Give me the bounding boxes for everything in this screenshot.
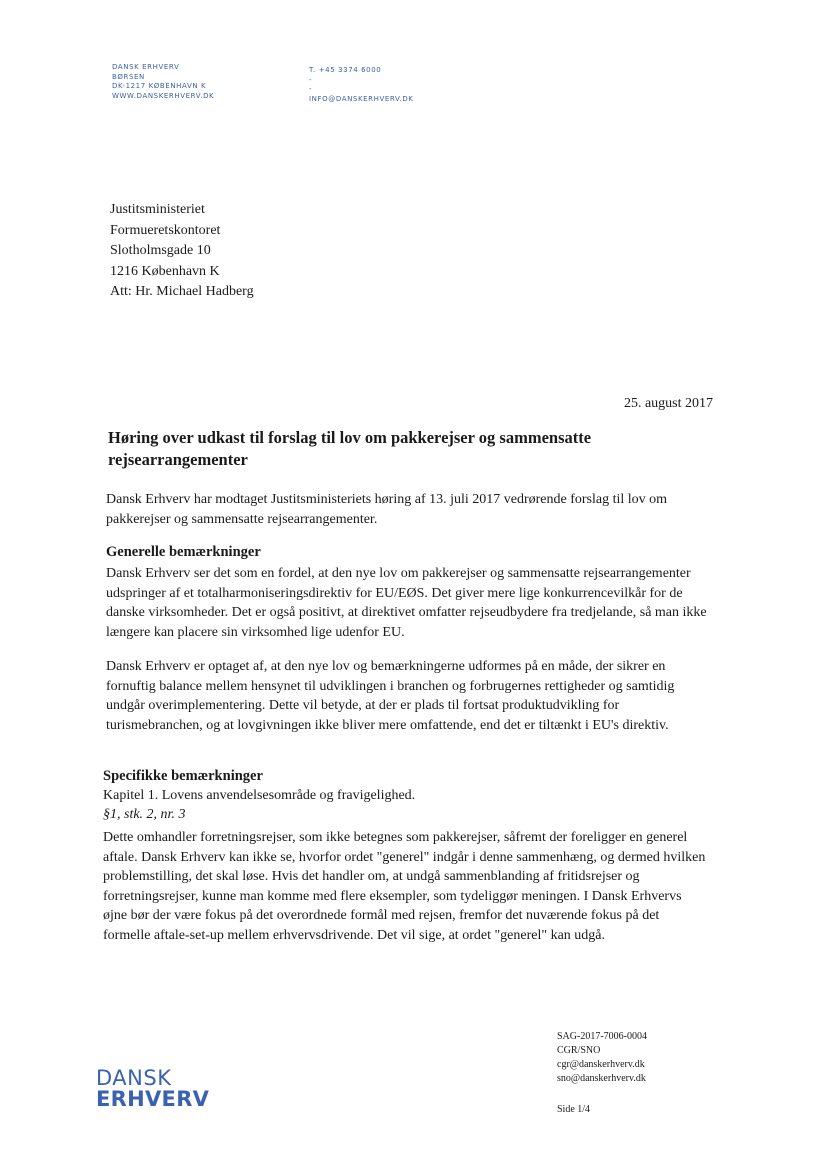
- logo-line-1: DANSK: [96, 1066, 172, 1090]
- sender-web-link[interactable]: WWW.DANSKERHVERV.DK: [112, 91, 215, 100]
- recipient-line: Justitsministeriet: [110, 202, 205, 217]
- sender-dash-1: -: [309, 75, 313, 84]
- recipient-attention: Att: Hr. Michael Hadberg: [110, 284, 254, 299]
- logo-line-2: ERHVERV: [96, 1087, 210, 1111]
- sender-email-link[interactable]: INFO@DANSKERHVERV.DK: [309, 94, 414, 103]
- sender-building: BØRSEN: [112, 72, 145, 81]
- contact-email-1[interactable]: cgr@danskerhverv.dk: [557, 1059, 645, 1070]
- recipient-line: Slotholmsgade 10: [110, 243, 211, 258]
- recipient-line: Formueretskontoret: [110, 222, 221, 238]
- recipient-address: [110, 200, 254, 303]
- letter-title: Høring over udkast til forslag til lov om pakkerejser og sammensatte rejsearrangementer: [108, 428, 592, 469]
- letter-date: 25. august 2017: [623, 396, 713, 411]
- general-paragraph-2: Dansk Erhverv er optaget af, at den nye lov og bemærkningerne udformes på en måde, der sikrer en fornuftig balance mellem hensynet til udviklingen i branchen og forbrugernes rettigheder og samtidig undgår overimplementering. Dette vil betyde, at der er plads til fortsat produktudvikling for turismebranchen, og at lovgivningen ikke bliver mere omfattende, end det er tiltænkt i EU's direktiv.: [106, 659, 675, 733]
- sender-postal: DK-1217 KØBENHAVN K: [112, 82, 207, 90]
- sender-dash-2: -: [309, 85, 313, 93]
- dansk-erhverv-logo: [96, 1068, 209, 1110]
- chapter-title: Kapitel 1. Lovens anvendelsesområde og fravigelighed.: [103, 788, 416, 803]
- sender-contact: [309, 66, 414, 104]
- sender-name: DANSK ERHVERV: [112, 63, 180, 71]
- page-number: Side 1/4: [557, 1104, 591, 1115]
- intro-paragraph: Dansk Erhverv har modtaget Justitsministeriets høring af 13. juli 2017 vedrørende forslag til lov om pakkerejser og sammensatte rejsearrangementer.: [106, 492, 668, 527]
- contact-email-2[interactable]: sno@danskerhverv.dk: [557, 1073, 646, 1084]
- case-initials: CGR/SNO: [557, 1045, 601, 1056]
- general-heading: Generelle bemærkninger: [106, 544, 261, 560]
- case-reference: [557, 1030, 647, 1086]
- recipient-line: 1216 København K: [110, 263, 220, 279]
- section-reference: §1, stk. 2, nr. 3: [103, 807, 186, 822]
- sender-phone: T. +45 3374 6000: [309, 66, 382, 74]
- sender-address: [112, 63, 214, 101]
- specific-heading: Specifikke bemærkninger: [103, 768, 263, 784]
- case-number: SAG-2017-7006-0004: [557, 1031, 647, 1042]
- general-paragraph-1: Dansk Erhverv ser det som en fordel, at den nye lov om pakkerejser og sammensatte rejsearrangementer udspringer af et totalharmoniseringsdirektiv for EU/EØS. Det giver mere lige konkurrencevilkår for de danske virksomheder. Det er også positivt, at direktivet omfatter rejseudbydere fra tredjelande, så man ikke længere kan placere sin virksomhed lige udenfor EU.: [106, 566, 707, 640]
- specific-paragraph-1: Dette omhandler forretningsrejser, som ikke betegnes som pakkerejser, såfremt der foreligger en generel aftale. Dansk Erhverv kan ikke se, hvorfor ordet "generel" indgår i denne sammenhæng, og dermed hvilken problemstilling, det skal løse. Hvis det handler om, at undgå sammenblanding af fritidsrejser og forretningsrejser, kunne man komme med flere eksempler, som tydeliggør meningen. I Dansk Erhvervs øjne bør der være fokus på det overordnede formål med rejsen, fremfor det nuværende fokus på det formelle aftale-set-up mellem erhvervsdrivende. Det vil sige, at ordet "generel" kan udgå.: [103, 830, 706, 943]
